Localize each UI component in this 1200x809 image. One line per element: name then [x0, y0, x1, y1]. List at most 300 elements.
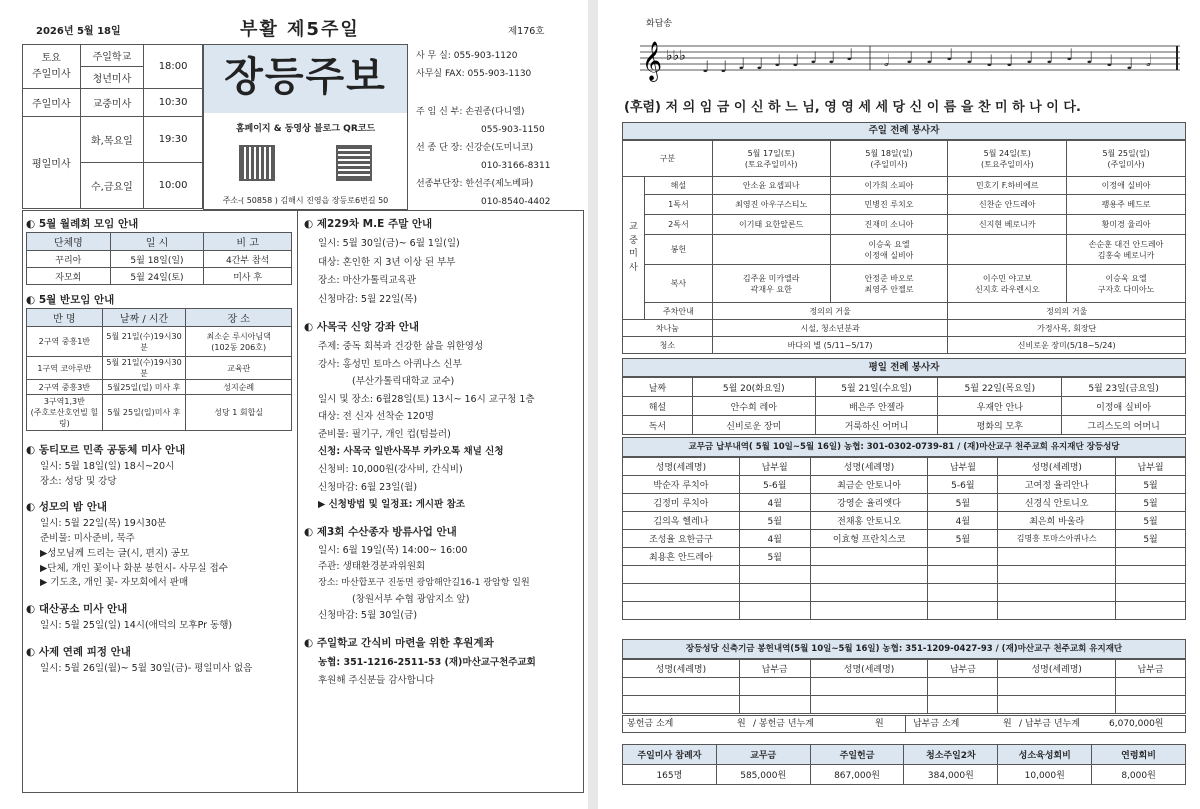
svg-text:♩: ♩: [828, 48, 836, 67]
col-header: 납부금: [1116, 660, 1186, 678]
contact-row: [416, 70, 584, 108]
cell: [1116, 584, 1186, 602]
notice-donation: [304, 635, 582, 690]
cell: 성지순례: [186, 380, 292, 395]
contact-value: 한선주(제노베파): [465, 179, 534, 189]
music-staff: [640, 38, 1180, 88]
notice-line: 신청마감: 5월 22일(목): [318, 293, 418, 305]
mass-type: (토요주일미사): [744, 159, 798, 169]
schedule-time: 10:30: [144, 89, 203, 117]
ban-meeting-table: [26, 308, 292, 431]
cell: 이효형 프란치스코: [810, 530, 928, 548]
cell: 안소윤 요셉피나: [712, 177, 830, 195]
church-address: 주소-( 50858 ) 김해시 진영읍 장등로6번길 50: [222, 196, 389, 205]
flat-icon: ♭♭♭: [666, 48, 686, 64]
svg-text:♩: ♩: [774, 51, 782, 70]
notice-line: 준비물: 필기구, 개인 컵(텀블러): [318, 428, 451, 440]
contact-label: 사 무 실:: [416, 51, 451, 61]
cell: 최영진 아우구스티노: [712, 195, 830, 215]
sat-mass-label: 토요 주일미사: [23, 45, 81, 89]
right-page: [598, 0, 1200, 809]
svg-text:♩: ♩: [756, 54, 764, 73]
summary-unit: 원: [1003, 719, 1012, 729]
cell: 안정준 바오로 최영주 안젤로: [830, 265, 948, 303]
cell: 4간부 참석: [204, 251, 292, 268]
cell: 5월 23일(금요일): [1062, 378, 1186, 397]
svg-text:♩: ♩: [986, 51, 994, 70]
cell: 5월 20(화요일): [692, 378, 815, 397]
cell: 5월 18일(일): [110, 251, 204, 268]
cell: 김의옥 헬레나: [623, 512, 740, 530]
cell: 이승욱 요엘 구자호 다미아노: [1067, 265, 1186, 303]
cell: 5월: [1116, 476, 1186, 494]
contact-value: 손권종(다니엘): [465, 107, 525, 117]
stat-value: 585,000원: [716, 765, 810, 785]
contact-label: 사무실 FAX:: [416, 69, 465, 79]
notice-line: 일시: 5월 22일(목) 19시30분: [40, 518, 167, 530]
col-header: 일 시: [110, 233, 204, 251]
cell: 5월: [1116, 512, 1186, 530]
sun-mass-label: 주일미사: [23, 89, 81, 117]
col-header: 반 명: [27, 309, 103, 327]
schedule-name: 교중미사: [80, 89, 144, 117]
cell: [623, 566, 740, 584]
weekday-mass-label: 평일미사: [23, 117, 81, 209]
cell: [998, 602, 1116, 620]
notice-title: ◐ 사제 연례 피정 안내: [26, 645, 131, 658]
hymn-lyrics: (후렴) 저 의 임 금 이 신 하 느 님, 영 영 세 세 당 신 이 름 을 찬 미 하 나 이 다.: [624, 100, 1081, 115]
cell: [928, 584, 998, 602]
contact-row: [416, 52, 584, 70]
offering-table: [622, 659, 1186, 714]
contact-row: [416, 162, 584, 180]
svg-text:♩: ♩: [792, 51, 800, 70]
col-header: 성명(세례명): [998, 660, 1116, 678]
summary-label: 납부금 소계: [913, 719, 960, 729]
hymn-label: 화답송: [646, 19, 673, 29]
offering-banner: 장등성당 신축기금 봉헌내역(5월 10일~5월 16일) 농협: 351-1209-0427-93 / (재)마산교구 천주교회 유지재단: [622, 639, 1186, 659]
cell: [998, 696, 1116, 714]
bulletin-name: 장등주보: [204, 45, 407, 113]
role: 차나눔: [623, 320, 713, 337]
role: 해설: [623, 397, 693, 416]
notice-line: 주제: 중독 회복과 건강한 삶을 위한영성: [318, 341, 484, 353]
cell: 5월 22일(목요일): [938, 378, 1062, 397]
cell: 강영순 율리엣다: [810, 494, 928, 512]
cell: [810, 566, 928, 584]
cell: 5월: [1116, 530, 1186, 548]
schedule-name: 화,목요일: [80, 117, 144, 163]
notice-line: 신청비: 10,000원(강사비, 간식비): [318, 464, 463, 475]
schedule-name: 청년미사: [80, 67, 144, 89]
contact-row: [416, 108, 584, 126]
cell: 4월: [739, 494, 810, 512]
stat-value: 165명: [623, 765, 717, 785]
ban-meeting-title: ◐ 5월 반모임 안내: [26, 294, 115, 306]
col-header: 성명(세례명): [623, 660, 740, 678]
cell: 우재안 안나: [938, 397, 1062, 416]
liturgical-title: 부활 제5주일: [240, 19, 360, 40]
cell: 시설, 청소년분과: [712, 320, 948, 337]
cell: [998, 548, 1116, 566]
cell: 5월 21일(수요일): [815, 378, 938, 397]
notice-line: 신청: 사목국 일반사목부 카카오톡 채널 신청: [318, 446, 504, 458]
cell: 4월: [739, 530, 810, 548]
role: 2독서: [644, 215, 712, 235]
treble-clef-icon: 𝄞: [642, 41, 663, 81]
col-header: 성명(세례명): [810, 660, 928, 678]
cell: [928, 696, 998, 714]
svg-text:♩: ♩: [1086, 48, 1094, 67]
cell: 5월 21일(수)19시30분: [102, 327, 186, 357]
col-header: 연령회비: [1092, 745, 1186, 765]
contact-row: [416, 126, 584, 144]
cell: 이정애 실비아: [1062, 397, 1186, 416]
notice-title: ◐ 성모의 밤 안내: [26, 501, 107, 514]
cell: [739, 584, 810, 602]
cell: [998, 584, 1116, 602]
dues-table: [622, 457, 1186, 620]
svg-text:♩: ♩: [720, 57, 728, 76]
dues-banner: 교무금 납부내역( 5월 10일~5월 16일) 농협: 301-0302-0739-81 / (재)마산교구 천주교회 유지재단 장등성당: [622, 437, 1186, 457]
notice-mary-night: [26, 499, 294, 591]
cell: 최소순 루시아님댁 (102동 206호): [186, 327, 292, 357]
svg-text:♩: ♩: [926, 48, 934, 67]
cell: 이가희 소피아: [830, 177, 948, 195]
cell: 배은주 안젤라: [815, 397, 938, 416]
sunday-servers-table: [622, 140, 1186, 354]
role: 청소: [623, 337, 713, 354]
cell: 미사 후: [204, 268, 292, 285]
col-header: 납부월: [928, 458, 998, 476]
cell: [810, 678, 928, 696]
cell: 이기태 요한알론드: [712, 215, 830, 235]
cell: [998, 566, 1116, 584]
cell: 그리스도의 어머니: [1062, 416, 1186, 435]
notice-fish-release: [304, 524, 582, 625]
svg-text:♩: ♩: [1006, 51, 1014, 70]
contact-row: [416, 144, 584, 162]
notice-line: 장소: 마산가톨릭교육관: [318, 275, 416, 287]
cell: 김명흥 토마스아퀴나스: [998, 530, 1116, 548]
notice-line: 일시: 5월 26일(월)~ 5월 30일(금)- 평일미사 없음: [40, 662, 253, 674]
cell: 이승욱 요엘 이정애 실비아: [830, 235, 948, 265]
cell: 5월: [928, 530, 998, 548]
cell: 평화의 모후: [938, 416, 1062, 435]
offering-summary: [622, 715, 1186, 733]
blog-qr-code[interactable]: [336, 145, 372, 181]
cell: 민병진 루치오: [830, 195, 948, 215]
cell: [623, 584, 740, 602]
notice-line: 일시 및 장소: 6월28일(토) 13시~ 16시 교구청 1층: [318, 393, 535, 405]
cell: 4월: [928, 512, 998, 530]
contact-label: 선종부단장:: [416, 179, 463, 189]
cell: 정의의 거울: [948, 303, 1186, 320]
col-header: 성명(세례명): [623, 458, 740, 476]
cell: 가정사목, 회장단: [948, 320, 1186, 337]
mass-schedule: [22, 44, 203, 209]
monthly-meeting-table: [26, 232, 292, 285]
notice-line: ▶성모님께 드리는 글(시, 편지) 공모: [40, 547, 190, 559]
notice-line: (창원서부 수협 광암지소 앞): [352, 593, 470, 605]
svg-text:♩: ♩: [1026, 48, 1034, 67]
col-header: 납부금: [739, 660, 810, 678]
stat-value: 8,000원: [1092, 765, 1186, 785]
schedule-time: 19:30: [144, 117, 203, 163]
col-header: 성명(세례명): [998, 458, 1116, 476]
contact-value: 010-3166-8311: [481, 161, 551, 171]
cell: 자모회: [27, 268, 111, 285]
col-header: 주일헌금: [810, 745, 904, 765]
contact-label: 주 임 신 부:: [416, 107, 463, 117]
notice-lecture: [304, 319, 582, 514]
masthead-box: [203, 44, 408, 210]
cell: 황미경 율리아: [1067, 215, 1186, 235]
cell: 3구역1,3반 (주호로산호언빌 힐링): [27, 395, 103, 431]
col-header: 납부금: [928, 660, 998, 678]
role: 독서: [623, 416, 693, 435]
cell: 성당 1 회합실: [186, 395, 292, 431]
date: 5월 24일(토): [983, 148, 1031, 158]
cell: 민호기 F.하비에르: [948, 177, 1067, 195]
cell: 5월: [739, 548, 810, 566]
col-header: 납부월: [1116, 458, 1186, 476]
sunday-servers-banner: 주일 전례 봉사자: [622, 122, 1186, 140]
contact-value: 신강순(도미니코): [465, 143, 534, 153]
cell: 김정미 루치아: [623, 494, 740, 512]
mass-type: (토요주일미사): [980, 159, 1034, 169]
cell: 신비로운 장미: [692, 416, 815, 435]
cell: 팽용주 베드로: [1067, 195, 1186, 215]
notice-line: 대상: 혼인한 지 3년 이상 된 부부: [318, 256, 456, 268]
cell: [623, 696, 740, 714]
mass-type: (주일미사): [870, 159, 908, 169]
cell: 5월 25일(일)미사 후: [102, 395, 186, 431]
summary-label: / 납부금 년누계: [1019, 719, 1080, 729]
cell: 5-6월: [928, 476, 998, 494]
cell: 신찬순 안드레아: [948, 195, 1067, 215]
weekly-stats-table: [622, 744, 1186, 785]
weekday-servers-banner: 평일 전례 봉사자: [622, 358, 1186, 377]
cell: 신경식 안토니오: [998, 494, 1116, 512]
schedule-name: 주일학교: [80, 45, 144, 67]
contact-label: 선 종 단 장:: [416, 143, 463, 153]
summary-value: 6,070,000원: [1109, 719, 1164, 729]
summary-unit: 원: [875, 719, 884, 729]
homepage-qr-code[interactable]: [239, 145, 275, 181]
date: 5월 18일(일): [865, 148, 913, 158]
cell: 5월 24일(토): [110, 268, 204, 285]
qr-title: 홈페이지 & 동영상 블로그 QR코드: [235, 124, 376, 134]
cell: [712, 235, 830, 265]
col-header: 성명(세례명): [810, 458, 928, 476]
date: 5월 17일(토): [747, 148, 795, 158]
cell: 신비로운 장미(5/18~5/24): [948, 337, 1186, 354]
summary-unit: 원: [737, 719, 746, 729]
cell: 5-6월: [739, 476, 810, 494]
svg-text:♩: ♩: [810, 48, 818, 67]
notice-line: 일시: 6월 19일(목) 14:00~ 16:00: [318, 544, 468, 556]
notice-line: 일시: 5월 18일(일) 18시~20시: [40, 461, 175, 472]
notice-title: ◐ 사목국 신앙 강좌 안내: [304, 321, 420, 334]
cell: 정의의 거울: [712, 303, 948, 320]
cell: 5월 21일(수)19시30분: [102, 357, 186, 380]
cell: [739, 602, 810, 620]
cell: [948, 235, 1067, 265]
contacts: [416, 52, 584, 216]
date-header: [712, 141, 830, 177]
notice-title: ◐ 제3회 수산종자 방류사업 안내: [304, 525, 457, 538]
cell: 5월: [1116, 494, 1186, 512]
role: 해설: [644, 177, 712, 195]
col-header: 납부월: [739, 458, 810, 476]
cell: 고여정 율리안나: [998, 476, 1116, 494]
cell: 박순자 루치아: [623, 476, 740, 494]
notice-line: 후원해 주신분들 감사합니다: [318, 674, 435, 686]
notice-title: ◐ 동티모르 민족 공동체 미사 안내: [26, 444, 186, 456]
col-header: 비 고: [204, 233, 292, 251]
cell: 전채홍 안토니오: [810, 512, 928, 530]
cell: [810, 602, 928, 620]
notice-line: 장소: 성당 및 강당: [40, 475, 117, 487]
col-header: 날짜 / 시간: [102, 309, 186, 327]
issue-number: 제176호: [508, 26, 545, 37]
notice-line: 일시: 5월 25일(일) 14시(애덕의 모후Pr 동행): [40, 620, 233, 632]
col-header: 단체명: [27, 233, 111, 251]
cell: [928, 566, 998, 584]
column-divider: [297, 210, 298, 793]
cell: 신지현 베로니카: [948, 215, 1067, 235]
side-label-text: 교중미사: [629, 222, 638, 273]
cell: 2구역 중흥3반: [27, 380, 103, 395]
summary-label: / 봉헌금 년누계: [753, 719, 814, 729]
cell: [739, 678, 810, 696]
cell: [739, 696, 810, 714]
contact-value: 055-903-1120: [453, 51, 518, 61]
contact-value: 055-903-1130: [467, 69, 532, 79]
monthly-meeting-title: ◐ 5월 월례회 모임 안내: [26, 218, 139, 230]
cell: 조성율 요한금구: [623, 530, 740, 548]
svg-text:♩: ♩: [906, 48, 914, 67]
cell: 교육관: [186, 357, 292, 380]
cell: [810, 696, 928, 714]
cell: 최금순 안토니아: [810, 476, 928, 494]
cell: [1116, 548, 1186, 566]
cell: 김주윤 미카엘라 곽재우 요한: [712, 265, 830, 303]
weekday-servers-table: [622, 377, 1186, 435]
col-header: 주일미사 참례자: [623, 745, 717, 765]
mass-type: (주일미사): [1107, 159, 1145, 169]
stat-value: 867,000원: [810, 765, 904, 785]
svg-text:♩: ♩: [946, 45, 954, 64]
cell: [1116, 678, 1186, 696]
cell: 손순훈 대건 안드레아 김홍숙 베로니카: [1067, 235, 1186, 265]
notice-line: 일시: 5월 30일(금)~ 6월 1일(일): [318, 238, 460, 249]
role: 날짜: [623, 378, 693, 397]
col-header: 청소주일2차: [904, 745, 998, 765]
svg-text:♩: ♩: [1066, 45, 1074, 64]
date-header: [1067, 141, 1186, 177]
cell: 5월: [928, 494, 998, 512]
contact-value: 055-903-1150: [481, 125, 545, 135]
cell: 거룩하신 어머니: [815, 416, 938, 435]
cell: 5월: [739, 512, 810, 530]
notice-line: 주관: 생태환경분과위원회: [318, 561, 426, 573]
cell: [928, 602, 998, 620]
svg-text:♩: ♩: [846, 45, 854, 64]
notice-line: (부산가톨릭대학교 교수): [352, 376, 455, 388]
svg-text:𝅗𝅥: 𝅗𝅥: [1146, 51, 1152, 70]
cell: 이정애 실비아: [1067, 177, 1186, 195]
cell: 최은희 바울라: [998, 512, 1116, 530]
schedule-name: 수,금요일: [80, 163, 144, 209]
cell: [623, 678, 740, 696]
cell: [928, 678, 998, 696]
cell: [998, 678, 1116, 696]
col-header: 교무금: [716, 745, 810, 765]
svg-text:♩: ♩: [738, 54, 746, 73]
cell: 바다의 별 (5/11~5/17): [712, 337, 948, 354]
notice-daesan: [26, 601, 294, 634]
notice-title: ◐ 주일학교 간식비 마련을 위한 후원계좌: [304, 636, 494, 649]
notice-line: 신청마감: 6월 23일(월): [318, 481, 418, 493]
notice-me: [304, 216, 582, 309]
cell: [623, 602, 740, 620]
cell: [928, 548, 998, 566]
notice-retreat: [26, 644, 294, 677]
cell: [1116, 602, 1186, 620]
date-header: [948, 141, 1067, 177]
role: 봉헌: [644, 235, 712, 265]
cell: 진재미 소니아: [830, 215, 948, 235]
issue-date: 2026년 5월 18일: [36, 26, 121, 37]
role: 1독서: [644, 195, 712, 215]
schedule-time: 10:00: [144, 163, 203, 209]
left-page: [0, 0, 588, 809]
role: 복사: [644, 265, 712, 303]
date-header: [830, 141, 948, 177]
notice-line: ▶ 신청방법 및 일정표: 게시판 참조: [318, 499, 465, 511]
notice-line: ▶ 기도초, 개인 꽃- 자모회에서 판매: [40, 577, 189, 589]
cell: 1구역 코아루반: [27, 357, 103, 380]
side-label: [623, 177, 645, 320]
svg-text:♩: ♩: [1106, 51, 1114, 70]
col-header: 장 소: [186, 309, 292, 327]
notice-line: 장소: 마산합포구 진동면 광암해안길16-1 광암항 일원: [318, 577, 530, 588]
notice-title: ◐ 대산공소 미사 안내: [26, 603, 128, 616]
svg-text:𝅗𝅥: 𝅗𝅥: [884, 51, 890, 70]
stat-value: 10,000원: [998, 765, 1092, 785]
cell: [1116, 566, 1186, 584]
notice-line: 대상: 전 신자 선착순 120명: [318, 411, 435, 423]
notice-line: 신청마감: 5월 30일(금): [318, 610, 418, 622]
notice-line: 농협: 351-1216-2511-53 (재)마산교구천주교회: [318, 656, 536, 668]
role: 주차안내: [644, 303, 712, 320]
svg-text:♩: ♩: [702, 57, 710, 76]
cell: 이수민 야고보 신지호 라우렌시오: [948, 265, 1067, 303]
notes: [702, 45, 1151, 76]
contact-value: 010-8540-4402: [481, 197, 551, 207]
notice-title: ◐ 제229차 M.E 주말 안내: [304, 218, 433, 230]
col-header: 구분: [623, 141, 713, 177]
svg-text:♩: ♩: [966, 48, 974, 67]
cell: 꾸리아: [27, 251, 111, 268]
notice-line: 강사: 홍성민 토마스 아퀴나스 신부: [318, 358, 462, 370]
schedule-time: 18:00: [144, 45, 203, 89]
date: 5월 25일(일): [1102, 148, 1150, 158]
cell: 2구역 중흥1반: [27, 327, 103, 357]
notice-line: ▶단체, 개인 꽃이나 화분 봉헌시- 사무실 접수: [40, 562, 228, 574]
